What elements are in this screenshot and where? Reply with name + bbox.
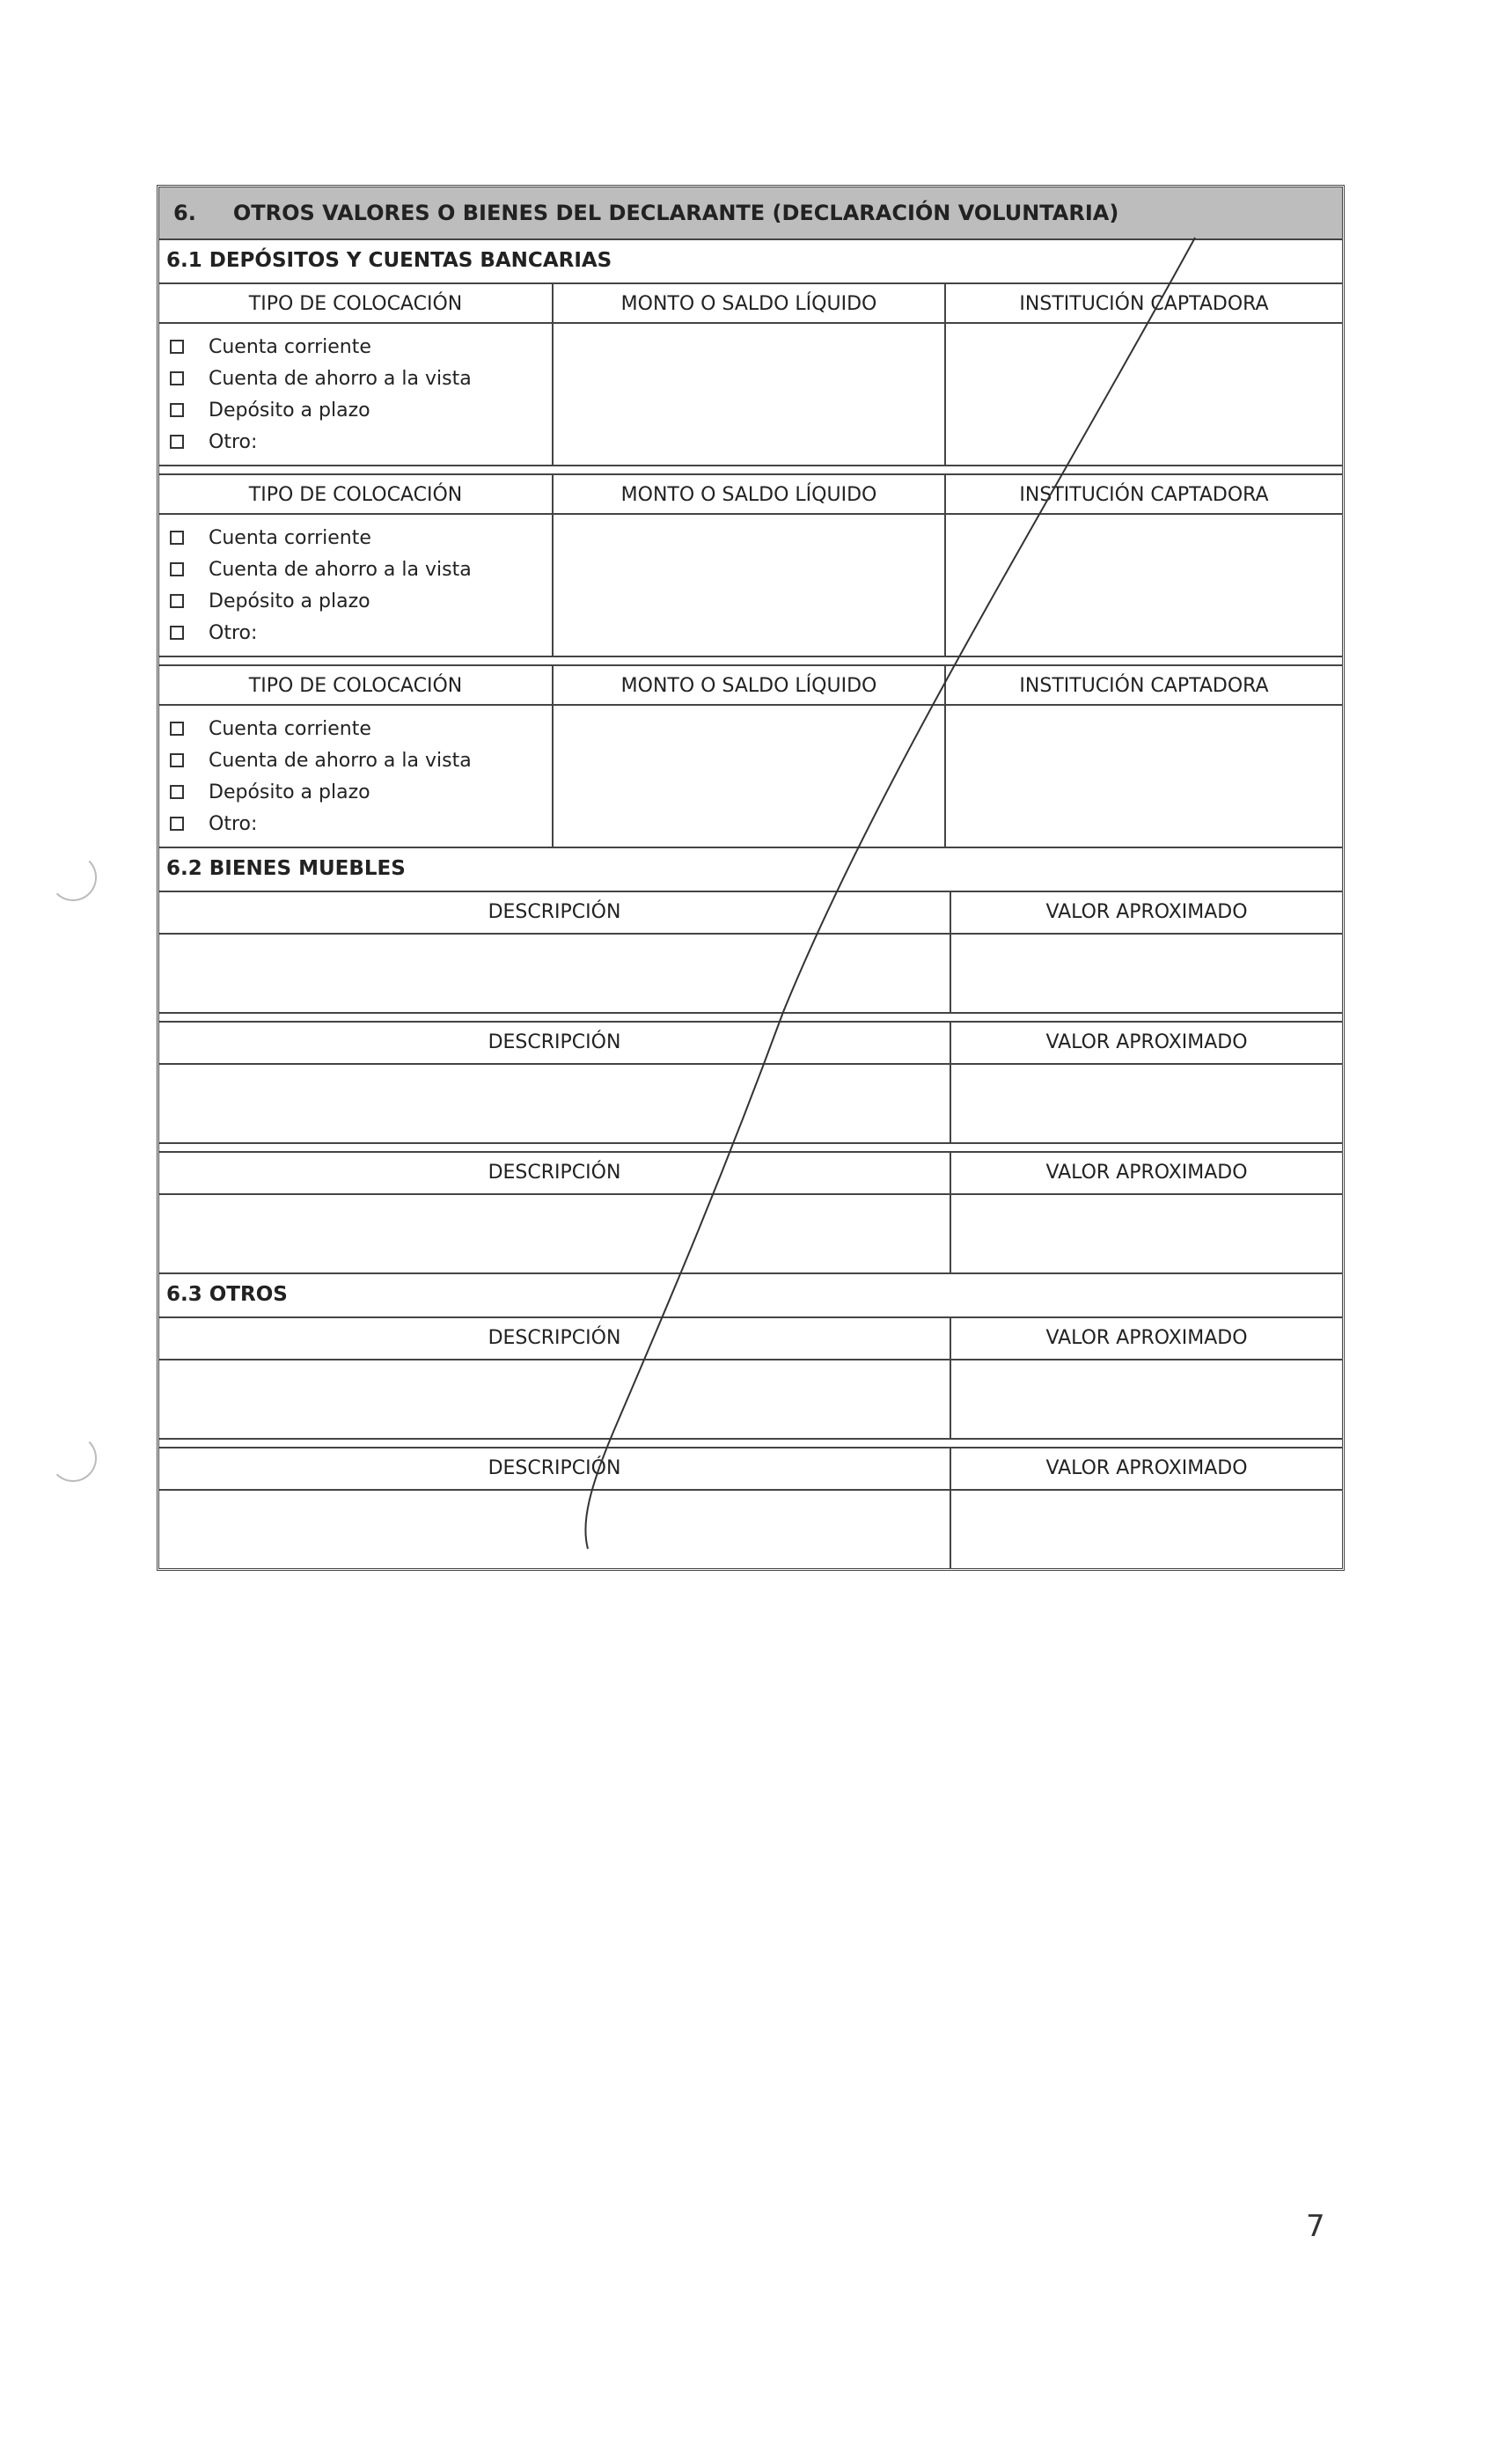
option-label: Cuenta de ahorro a la vista: [209, 749, 472, 772]
valor-header: VALOR APROXIMADO: [951, 1448, 1342, 1491]
section-title: OTROS VALORES O BIENES DEL DECLARANTE (DECLARACIÓN VOLUNTARIA): [232, 201, 1119, 225]
option-label: Otro:: [209, 621, 258, 644]
descripcion-header: DESCRIPCIÓN: [159, 1318, 950, 1360]
option-label: Depósito a plazo: [209, 781, 370, 803]
institucion-header: INSTITUCIÓN CAPTADORA: [946, 666, 1342, 706]
binder-hole-mark: [49, 1434, 97, 1482]
tipo-colocacion-header: TIPO DE COLOCACIÓN: [159, 475, 552, 515]
tipo-colocacion-header: TIPO DE COLOCACIÓN: [159, 666, 552, 706]
section-number: 6.: [173, 201, 196, 225]
subsection-63-title: 6.3 OTROS: [159, 1274, 1342, 1318]
valor-header: VALOR APROXIMADO: [951, 892, 1342, 935]
option-label: Cuenta corriente: [209, 717, 371, 740]
option-label: Cuenta corriente: [209, 335, 371, 358]
option-label: Cuenta de ahorro a la vista: [209, 558, 472, 581]
option-label: Depósito a plazo: [209, 399, 370, 422]
descripcion-header: DESCRIPCIÓN: [159, 1153, 950, 1195]
option-label: Otro:: [209, 812, 258, 835]
valor-header: VALOR APROXIMADO: [951, 1023, 1342, 1065]
descripcion-header: DESCRIPCIÓN: [159, 1448, 950, 1491]
descripcion-header: DESCRIPCIÓN: [159, 1023, 950, 1065]
tipo-colocacion-header: TIPO DE COLOCACIÓN: [159, 284, 552, 324]
monto-header: MONTO O SALDO LÍQUIDO: [554, 666, 944, 706]
option-label: Cuenta de ahorro a la vista: [209, 367, 472, 390]
pen-stroke: [585, 238, 1195, 1549]
institucion-header: INSTITUCIÓN CAPTADORA: [946, 475, 1342, 515]
option-label: Otro:: [209, 430, 258, 453]
subsection-61-title: 6.1 DEPÓSITOS Y CUENTAS BANCARIAS: [159, 240, 1342, 284]
page-number: 7: [1306, 2209, 1325, 2244]
descripcion-header: DESCRIPCIÓN: [159, 892, 950, 935]
binder-hole-mark: [49, 854, 97, 901]
option-label: Cuenta corriente: [209, 526, 371, 549]
valor-header: VALOR APROXIMADO: [951, 1153, 1342, 1195]
monto-header: MONTO O SALDO LÍQUIDO: [554, 475, 944, 515]
institucion-header: INSTITUCIÓN CAPTADORA: [946, 284, 1342, 324]
option-label: Depósito a plazo: [209, 590, 370, 612]
valor-header: VALOR APROXIMADO: [951, 1318, 1342, 1360]
subsection-62-title: 6.2 BIENES MUEBLES: [159, 848, 1342, 892]
monto-header: MONTO O SALDO LÍQUIDO: [554, 284, 944, 324]
